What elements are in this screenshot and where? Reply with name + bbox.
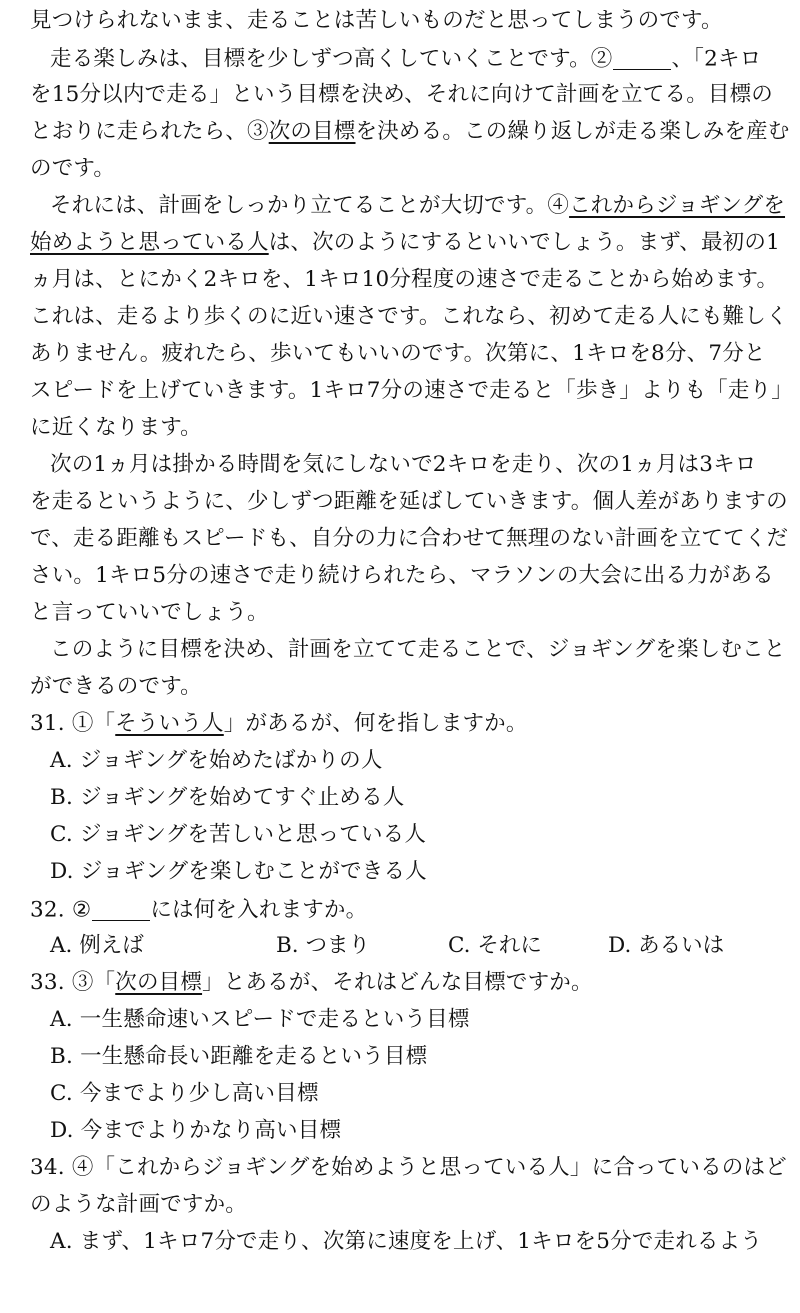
passage-line: に近くなります。 <box>30 415 202 440</box>
option-d[interactable]: D. 今までよりかなり高い目標 <box>50 1118 342 1143</box>
option-d[interactable]: D. あるいは <box>608 933 725 958</box>
option-b[interactable]: B. つまり <box>276 933 370 958</box>
underlined-phrase: これからジョギングを <box>569 193 786 218</box>
passage-line: 次の1ヵ月は掛かる時間を気にしないで2キロを走り、次の1ヵ月は3キロ <box>50 452 757 477</box>
passage-line: さい。1キロ5分の速さで走り続けられたら、マラソンの大会に出る力がある <box>30 563 774 588</box>
underlined-phrase: そういう人 <box>115 711 224 736</box>
passage-line: を15分以内で走る」という目標を決め、それに向けて計画を立てる。目標の <box>30 82 774 107</box>
passage-line: これは、走るより歩くのに近い速さです。これなら、初めて走る人にも難しく <box>30 304 788 329</box>
underlined-phrase: 次の目標 <box>268 119 356 144</box>
option-c[interactable]: C. それに <box>448 933 542 958</box>
answer-blank <box>92 898 150 921</box>
question-33: 33. ③「次の目標」とあるが、それはどんな目標ですか。 <box>30 970 593 995</box>
underlined-phrase: 次の目標 <box>115 970 203 995</box>
option-b[interactable]: B. ジョギングを始めてすぐ止める人 <box>50 785 405 810</box>
passage-line: ありません。疲れたら、歩いてもいいのです。次第に、1キロを8分、7分と <box>30 341 766 366</box>
question-34-cont: のような計画ですか。 <box>30 1192 248 1217</box>
option-a[interactable]: A. ジョギングを始めたばかりの人 <box>50 748 383 773</box>
passage-line: 見つけられないまま、走ることは苦しいものだと思ってしまうのです。 <box>30 8 723 33</box>
passage-line: スピードを上げていきます。1キロ7分の速さで走ると「歩き」よりも「走り」 <box>30 378 793 403</box>
passage-line: このように目標を決め、計画を立てて走ることで、ジョギングを楽しむこと <box>50 637 786 662</box>
passage-line: で、走る距離もスピードも、自分の力に合わせて無理のない計画を立ててくだ <box>30 526 789 551</box>
passage-line: とおりに走られたら、③次の目標を決める。この繰り返しが走る楽しみを産む <box>30 119 790 144</box>
question-34: 34. ④「これからジョギングを始めようと思っている人」に合っているのはど <box>30 1155 787 1180</box>
option-b[interactable]: B. 一生懸命長い距離を走るという目標 <box>50 1044 428 1069</box>
passage-line: ができるのです。 <box>30 674 202 699</box>
passage-line: のです。 <box>30 156 116 181</box>
passage-line: ヵ月は、とにかく2キロを、1キロ10分程度の速さで走ることから始めます。 <box>30 267 779 292</box>
option-a[interactable]: A. 一生懸命速いスピードで走るという目標 <box>50 1007 470 1032</box>
underlined-phrase: 始めようと思っている人 <box>30 230 269 255</box>
question-32: 32. ② には何を入れますか。 <box>30 897 368 923</box>
option-d[interactable]: D. ジョギングを楽しむことができる人 <box>50 859 427 884</box>
passage-line: それには、計画をしっかり立てることが大切です。④これからジョギングを <box>50 193 786 218</box>
passage-line: 走る楽しみは、目標を少しずつ高くしていくことです。② 、「2キロ <box>50 46 762 72</box>
question-31: 31. ①「そういう人」があるが、何を指しますか。 <box>30 711 528 736</box>
option-a[interactable]: A. 例えば <box>50 933 144 958</box>
passage-line: を走るというように、少しずつ距離を延ばしていきます。個人差がありますの <box>30 489 788 514</box>
option-a[interactable]: A. まず、1キロ7分で走り、次第に速度を上げ、1キロを5分で走れるよう <box>50 1229 763 1254</box>
option-c[interactable]: C. ジョギングを苦しいと思っている人 <box>50 822 427 847</box>
passage-line: と言っていいでしょう。 <box>30 600 269 625</box>
passage-line: 始めようと思っている人は、次のようにするといいでしょう。まず、最初の1 <box>30 230 780 255</box>
option-c[interactable]: C. 今までより少し高い目標 <box>50 1081 319 1106</box>
answer-blank <box>613 47 671 70</box>
